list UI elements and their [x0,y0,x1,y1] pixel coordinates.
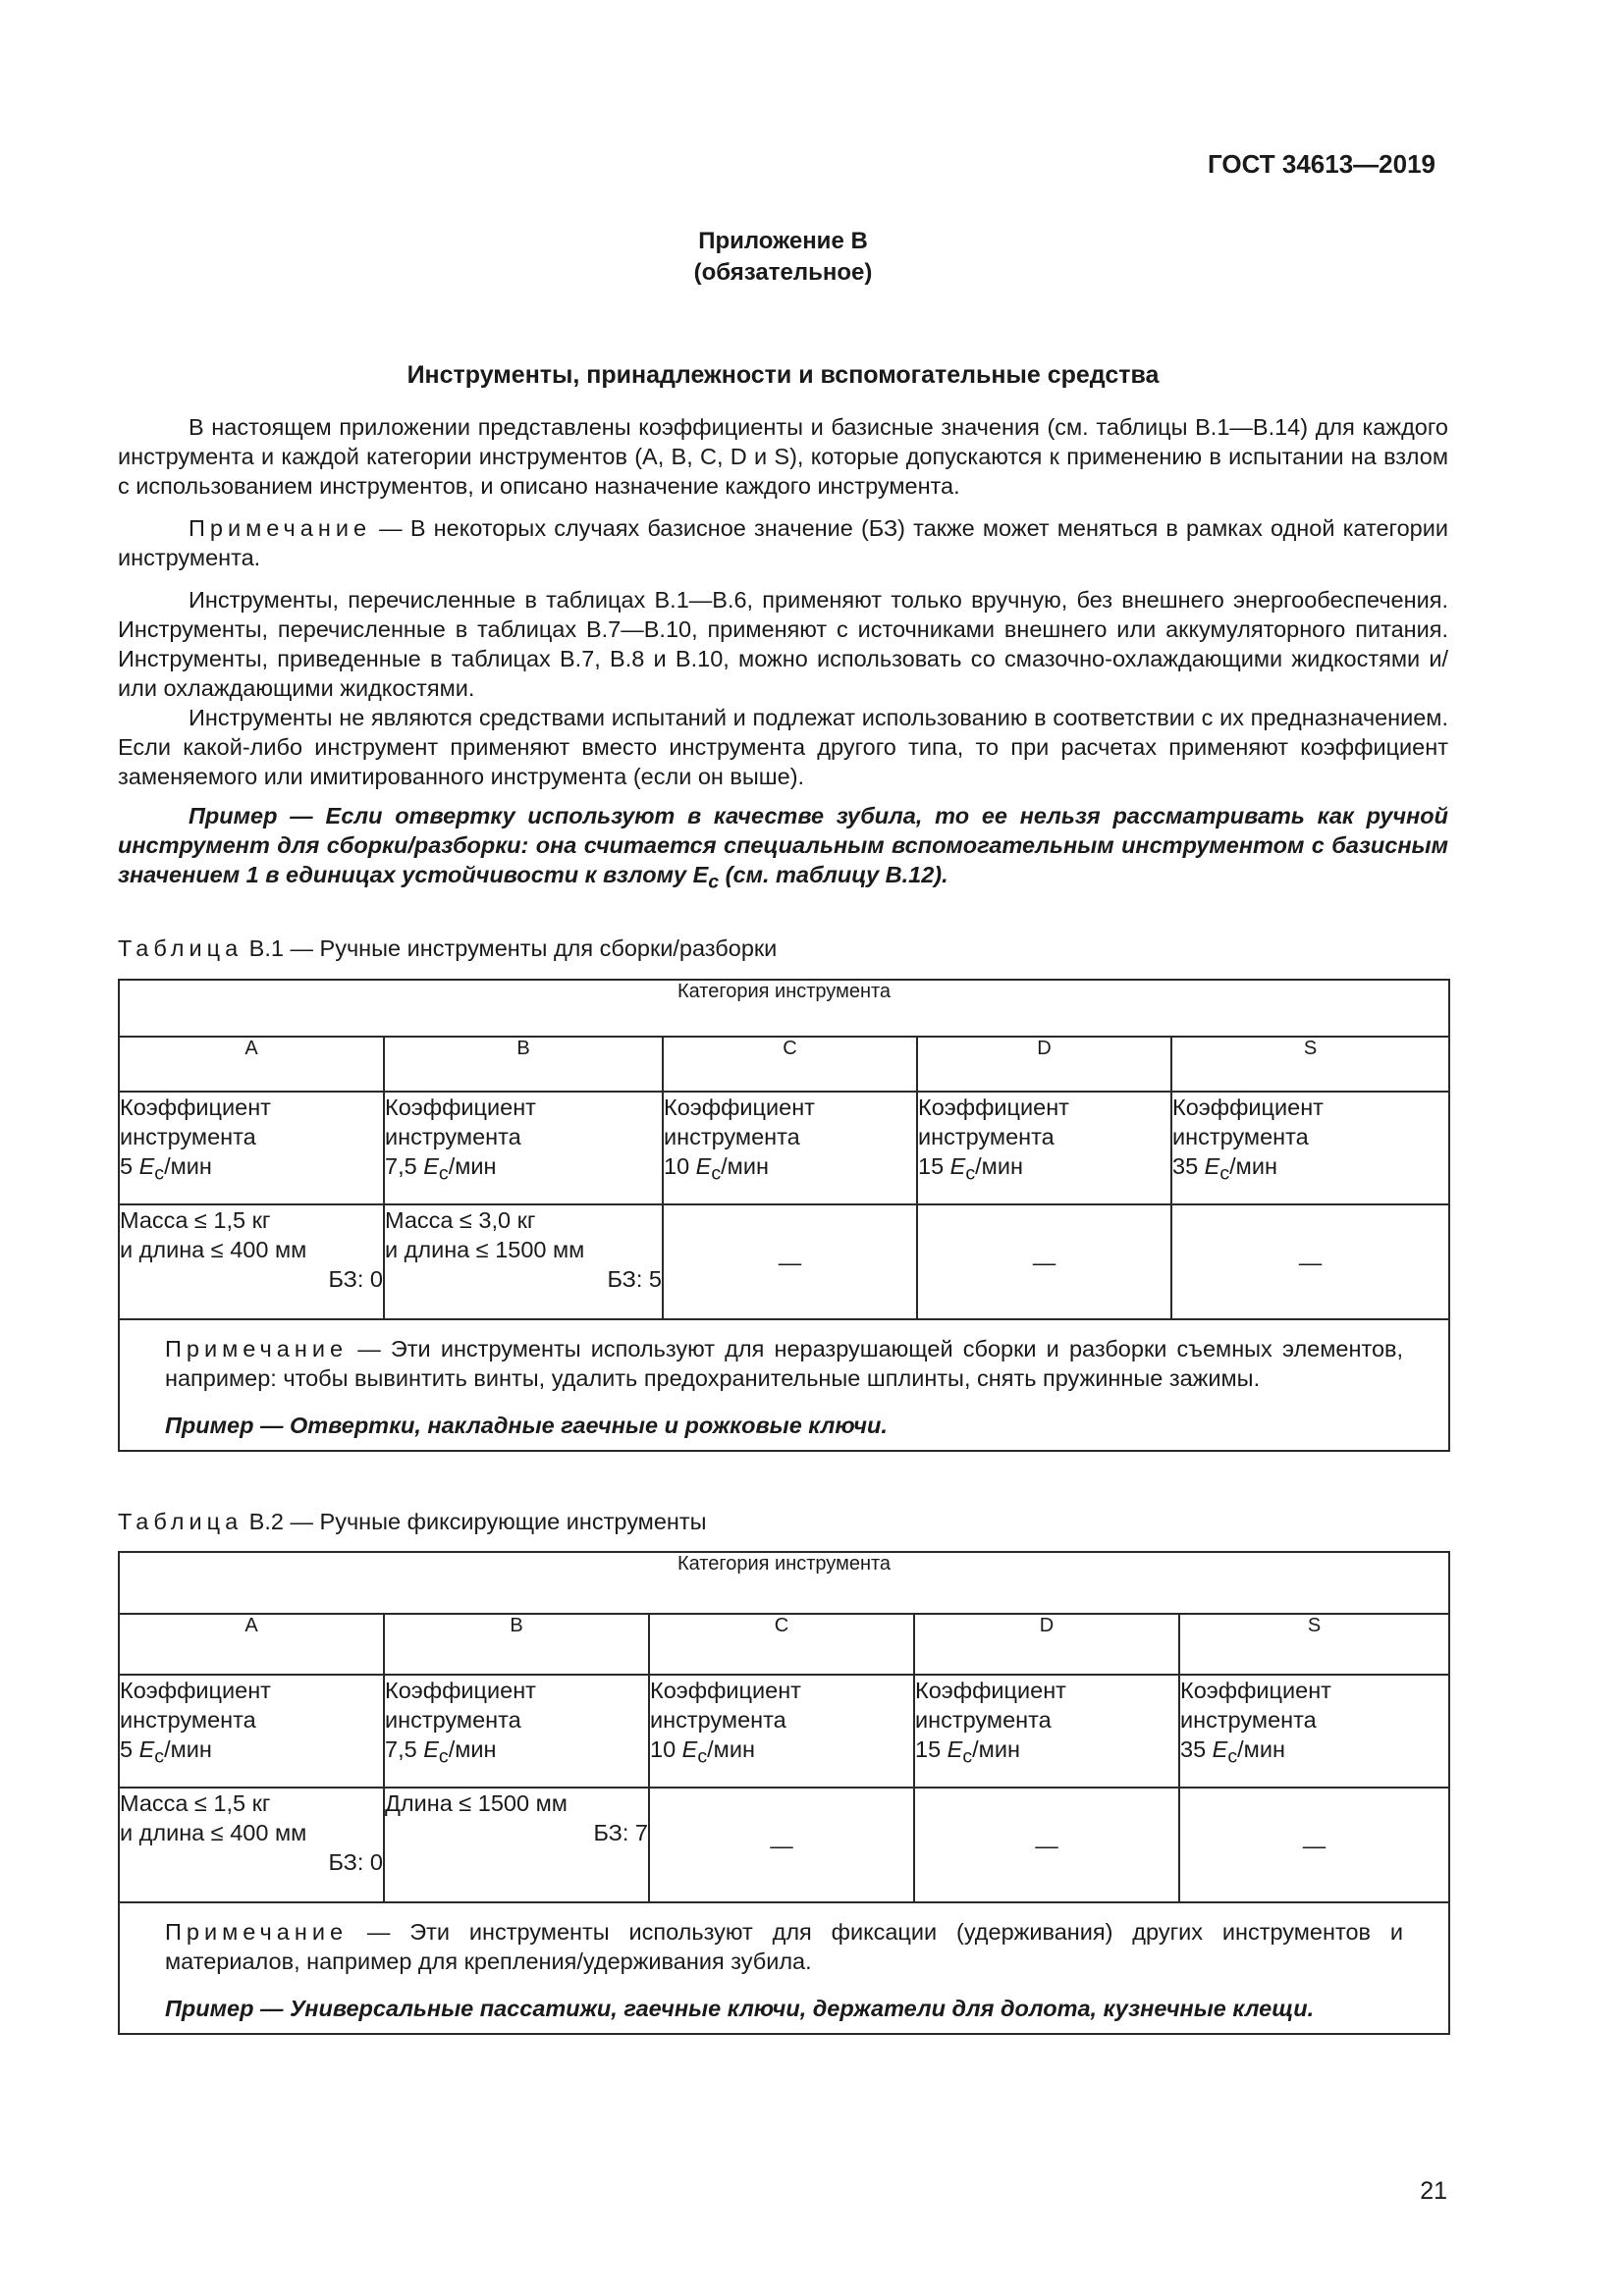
table-2-caption [118,1509,707,1535]
category-letter: B [384,1614,649,1675]
category-letter: A [119,1614,384,1675]
coef-cell: Коэффициент инструмента 5 $E_c$/мин [119,1092,384,1204]
example-tail: (см. таблицу В.12). [719,862,948,887]
table-note: Примечание — Эти инструменты используют для неразрушающей сборки и разборки съемных элементов, например: чтобы вывинтить винты, удалить предохранительные шплинты, снять пружинные зажимы. Пример — Отвертки, накладные гаечные и рожковые ключи. [119,1319,1449,1451]
note-label: Примечание [189,515,372,541]
category-letter: S [1179,1614,1449,1675]
note-text: — В некоторых случаях базисное значение (БЗ) также может меняться в рамках одной категории инструмента. [118,515,1448,570]
table-1-caption [118,935,777,962]
example-paragraph [118,801,1448,897]
standard-number: ГОСТ 34613—2019 [1208,149,1435,179]
empty-cell: — [914,1788,1179,1902]
section-title: Инструменты, принадлежности и вспомогательные средства [406,361,1160,389]
base-value: БЗ: 5 [607,1266,662,1292]
mass-cell: Масса ≤ 1,5 кг и длина ≤ 400 мм БЗ: 0 [119,1204,384,1319]
note-paragraph [118,513,1448,572]
category-letter: S [1171,1037,1449,1092]
category-letter: D [917,1037,1171,1092]
category-letter: C [663,1037,917,1092]
coef-cell: Коэффициент инструмента 10 $E_c$/мин [649,1675,914,1788]
category-letter: C [649,1614,914,1675]
table-note: Примечание — Эти инструменты используют для фиксации (удерживания) других инструментов и материалов, например для крепления/удерживания зубила. Пример — Универсальные пассатижи, гаечные ключи, держатели для долота, кузнечные клещи. [119,1902,1449,2034]
coef-cell: Коэффициент инструмента 35 $E_c$/мин [1179,1675,1449,1788]
empty-cell: — [1171,1204,1449,1319]
empty-cell: — [663,1204,917,1319]
category-letter: B [384,1037,663,1092]
coef-cell: Коэффициент инструмента 15 $E_c$/мин [917,1092,1171,1204]
table-caption-label: Таблица [118,1509,244,1534]
table-1 [118,979,1450,1452]
coef-cell: Коэффициент инструмента 7,5 $E_c$/мин [384,1092,663,1204]
base-value: БЗ: 7 [593,1820,648,1845]
intro-text [118,412,1448,897]
mass-cell: Масса ≤ 1,5 кг и длина ≤ 400 мм БЗ: 0 [119,1788,384,1902]
coef-cell: Коэффициент инструмента 7,5 $E_c$/мин [384,1675,649,1788]
category-header: Категория инструмента [119,980,1449,1037]
coef-cell: Коэффициент инструмента 15 $E_c$/мин [914,1675,1179,1788]
empty-cell: — [1179,1788,1449,1902]
table-caption-text: В.2 — Ручные фиксирующие инструменты [243,1509,707,1534]
mass-cell: Масса ≤ 3,0 кг и длина ≤ 1500 мм БЗ: 5 [384,1204,663,1319]
paragraph-2: Инструменты, перечисленные в таблицах В.1—В.6, применяют только вручную, без внешнего энергообеспечения. Инструменты, перечисленные в таблицах В.7—В.10, применяют с источниками внешнего или аккумуляторного питания. Инструменты, приведенные в таблицах В.7, В.8 и В.10, можно использовать со смазочно-охлаждающими жидкостями и/или охлаждающими жидкостями. [118,587,1448,701]
mass-cell: Длина ≤ 1500 мм БЗ: 7 [384,1788,649,1902]
table-caption-label: Таблица [118,935,244,961]
appendix-title: Приложение В [698,228,868,254]
appendix-subtitle: (обязательное) [693,259,873,286]
table-example: Пример — Отвертки, накладные гаечные и рожковые ключи. [165,1413,888,1438]
category-letter: D [914,1614,1179,1675]
table-example: Пример — Универсальные пассатижи, гаечные ключи, держатели для долота, кузнечные клещи. [165,1996,1315,2021]
example-var: E [692,862,709,887]
paragraph-1: В настоящем приложении представлены коэффициенты и базисные значения (см. таблицы В.1—В.14) для каждого инструмента и каждой категории инструментов (А, В, С, D и S), которые допускаются к применению в испытании на взлом с использованием инструментов, и описано назначение каждого инструмента. [118,414,1448,499]
coef-cell: Коэффициент инструмента 5 $E_c$/мин [119,1675,384,1788]
example-sub: c [708,871,720,893]
base-value: БЗ: 0 [328,1266,383,1292]
empty-cell: — [649,1788,914,1902]
category-letter: A [119,1037,384,1092]
table-caption-text: В.1 — Ручные инструменты для сборки/разборки [243,935,778,961]
coef-cell: Коэффициент инструмента 10 $E_c$/мин [663,1092,917,1204]
empty-cell: — [917,1204,1171,1319]
appendix-heading [0,226,1566,289]
table-2 [118,1551,1450,2035]
page-number: 21 [1420,2177,1447,2205]
category-header: Категория инструмента [119,1552,1449,1614]
coef-cell: Коэффициент инструмента 35 $E_c$/мин [1171,1092,1449,1204]
example-text: Пример — Если отвертку используют в качестве зубила, то ее нельзя рассматривать как ручной инструмент для сборки/разборки: она считается специальным вспомогательным инструментом с базисным значением 1 в единицах устойчивости к взлому [118,803,1448,887]
base-value: БЗ: 0 [328,1849,383,1875]
paragraph-3: Инструменты не являются средствами испытаний и подлежат использованию в соответствии с их предназначением. Если какой-либо инструмент применяют вместо инструмента другого типа, то при расчетах применяют коэффициент заменяемого или имитированного инструмента (если он выше). [118,705,1448,789]
